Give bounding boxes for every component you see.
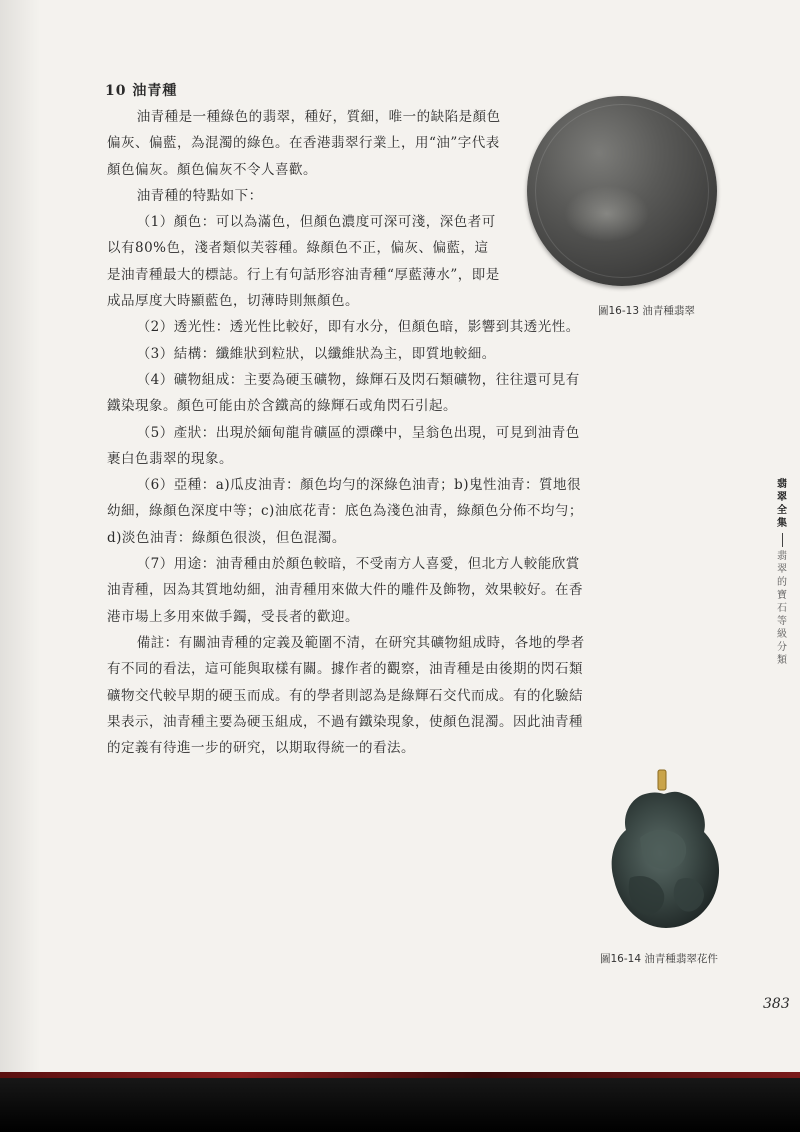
sidebar-chapter-char: 級: [777, 629, 787, 640]
body-text: [107, 104, 585, 761]
sidebar-book-char: 集: [777, 518, 787, 529]
sidebar-divider: [782, 533, 783, 547]
sidebar-book-char: 全: [777, 505, 787, 516]
sidebar-chapter-char: 分: [777, 642, 787, 653]
paragraph-minerals: （4）礦物組成：主要為硬玉礦物，綠輝石及閃石類礦物，往往還可見有鐵染現象。顏色可能由於含鐵高的綠輝石或角閃石引起。: [107, 371, 580, 415]
sidebar-chapter-char: 翠: [777, 564, 787, 575]
book-cover-edge: [0, 1072, 800, 1078]
sidebar-chapter-char: 類: [777, 655, 787, 666]
paragraph-features-heading: 油青種的特點如下：: [136, 187, 263, 204]
page-fold-shadow: [0, 0, 40, 1072]
sidebar-chapter-char: 寶: [777, 590, 787, 601]
paragraph-transparency: （2）透光性：透光性比較好，即有水分，但顏色暗，影響到其透光性。: [136, 319, 580, 336]
figure-caption-2: 圖16-14 油青種翡翠花件: [600, 953, 718, 965]
paragraph-occurrence: （5）產狀：出現於緬甸龍肯礦區的漂礫中，呈翁色出現，可見到油青色裹白色翡翠的現象。: [107, 424, 580, 467]
figure-caption-1: 圖16-13 油青種翡翠: [598, 305, 695, 317]
jade-disc-rim: [535, 104, 709, 278]
section-title: 10 油青種: [105, 83, 178, 99]
sidebar-book-char: 翠: [777, 492, 787, 503]
sidebar-chapter-char: 的: [777, 577, 787, 588]
paragraph-structure: （3）結構：纖維狀到粒狀，以纖維狀為主，即質地較細。: [136, 345, 496, 362]
paragraph-uses: （7）用途：油青種由於顏色較暗，不受南方人喜愛，但北方人較能欣賞油青種，因為其質地幼細，油青種用來做大件的雕件及飾物，效果較好。在香港市場上多用來做手鐲，受長者的歡迎。: [107, 556, 583, 625]
chapter-sidebar: [773, 478, 791, 667]
sidebar-chapter-char: 石: [777, 603, 787, 614]
page-number: 383: [763, 996, 790, 1012]
scan-bottom-edge: [0, 1072, 800, 1132]
paragraph-intro: 油青種是一種綠色的翡翠，種好，質細，唯一的缺陷是顏色偏灰、偏藍，為混濁的綠色。在香港翡翠行業上，用“油”字代表顏色偏灰。顏色偏灰不令人喜歡。: [107, 109, 501, 178]
sidebar-chapter-char: 翡: [777, 551, 787, 562]
sidebar-book-char: 翡: [777, 479, 787, 490]
jade-disc-photo: [527, 96, 717, 286]
jade-pendant-photo: [600, 768, 730, 934]
sidebar-chapter-char: 等: [777, 616, 787, 627]
paragraph-color: （1）顏色：可以為滿色，但顏色濃度可深可淺，深色者可以有80%色，淺者類似芙蓉種。綠顏色不正，偏灰、偏藍，這是油青種最大的標誌。行上有句話形容油青種“厚藍薄水”，即是成品厚度大時顯藍色，切薄時則無顏色。: [107, 214, 500, 310]
paragraph-remarks: 備註：有關油青種的定義及範圍不清，在研究其礦物組成時，各地的學者有不同的看法，這可能與取樣有關。據作者的觀察，油青種是由後期的閃石類礦物交代較早期的硬玉而成。有的學者則認為是綠輝石交代而成。有的化驗結果表示，油青種主要為硬玉組成，不過有鐵染現象，使顏色混濁。因此油青種的定義有待進一步的研究，以期取得統一的看法。: [107, 634, 585, 757]
paragraph-subtypes: （6）亞種：a)瓜皮油青：顏色均勻的深綠色油青；b)鬼性油青：質地很幼細，綠顏色深度中等；c)油底花青：底色為淺色油青，綠顏色分佈不均勻；d)淡色油青：綠顏色很淡，但色混濁。: [107, 477, 583, 546]
